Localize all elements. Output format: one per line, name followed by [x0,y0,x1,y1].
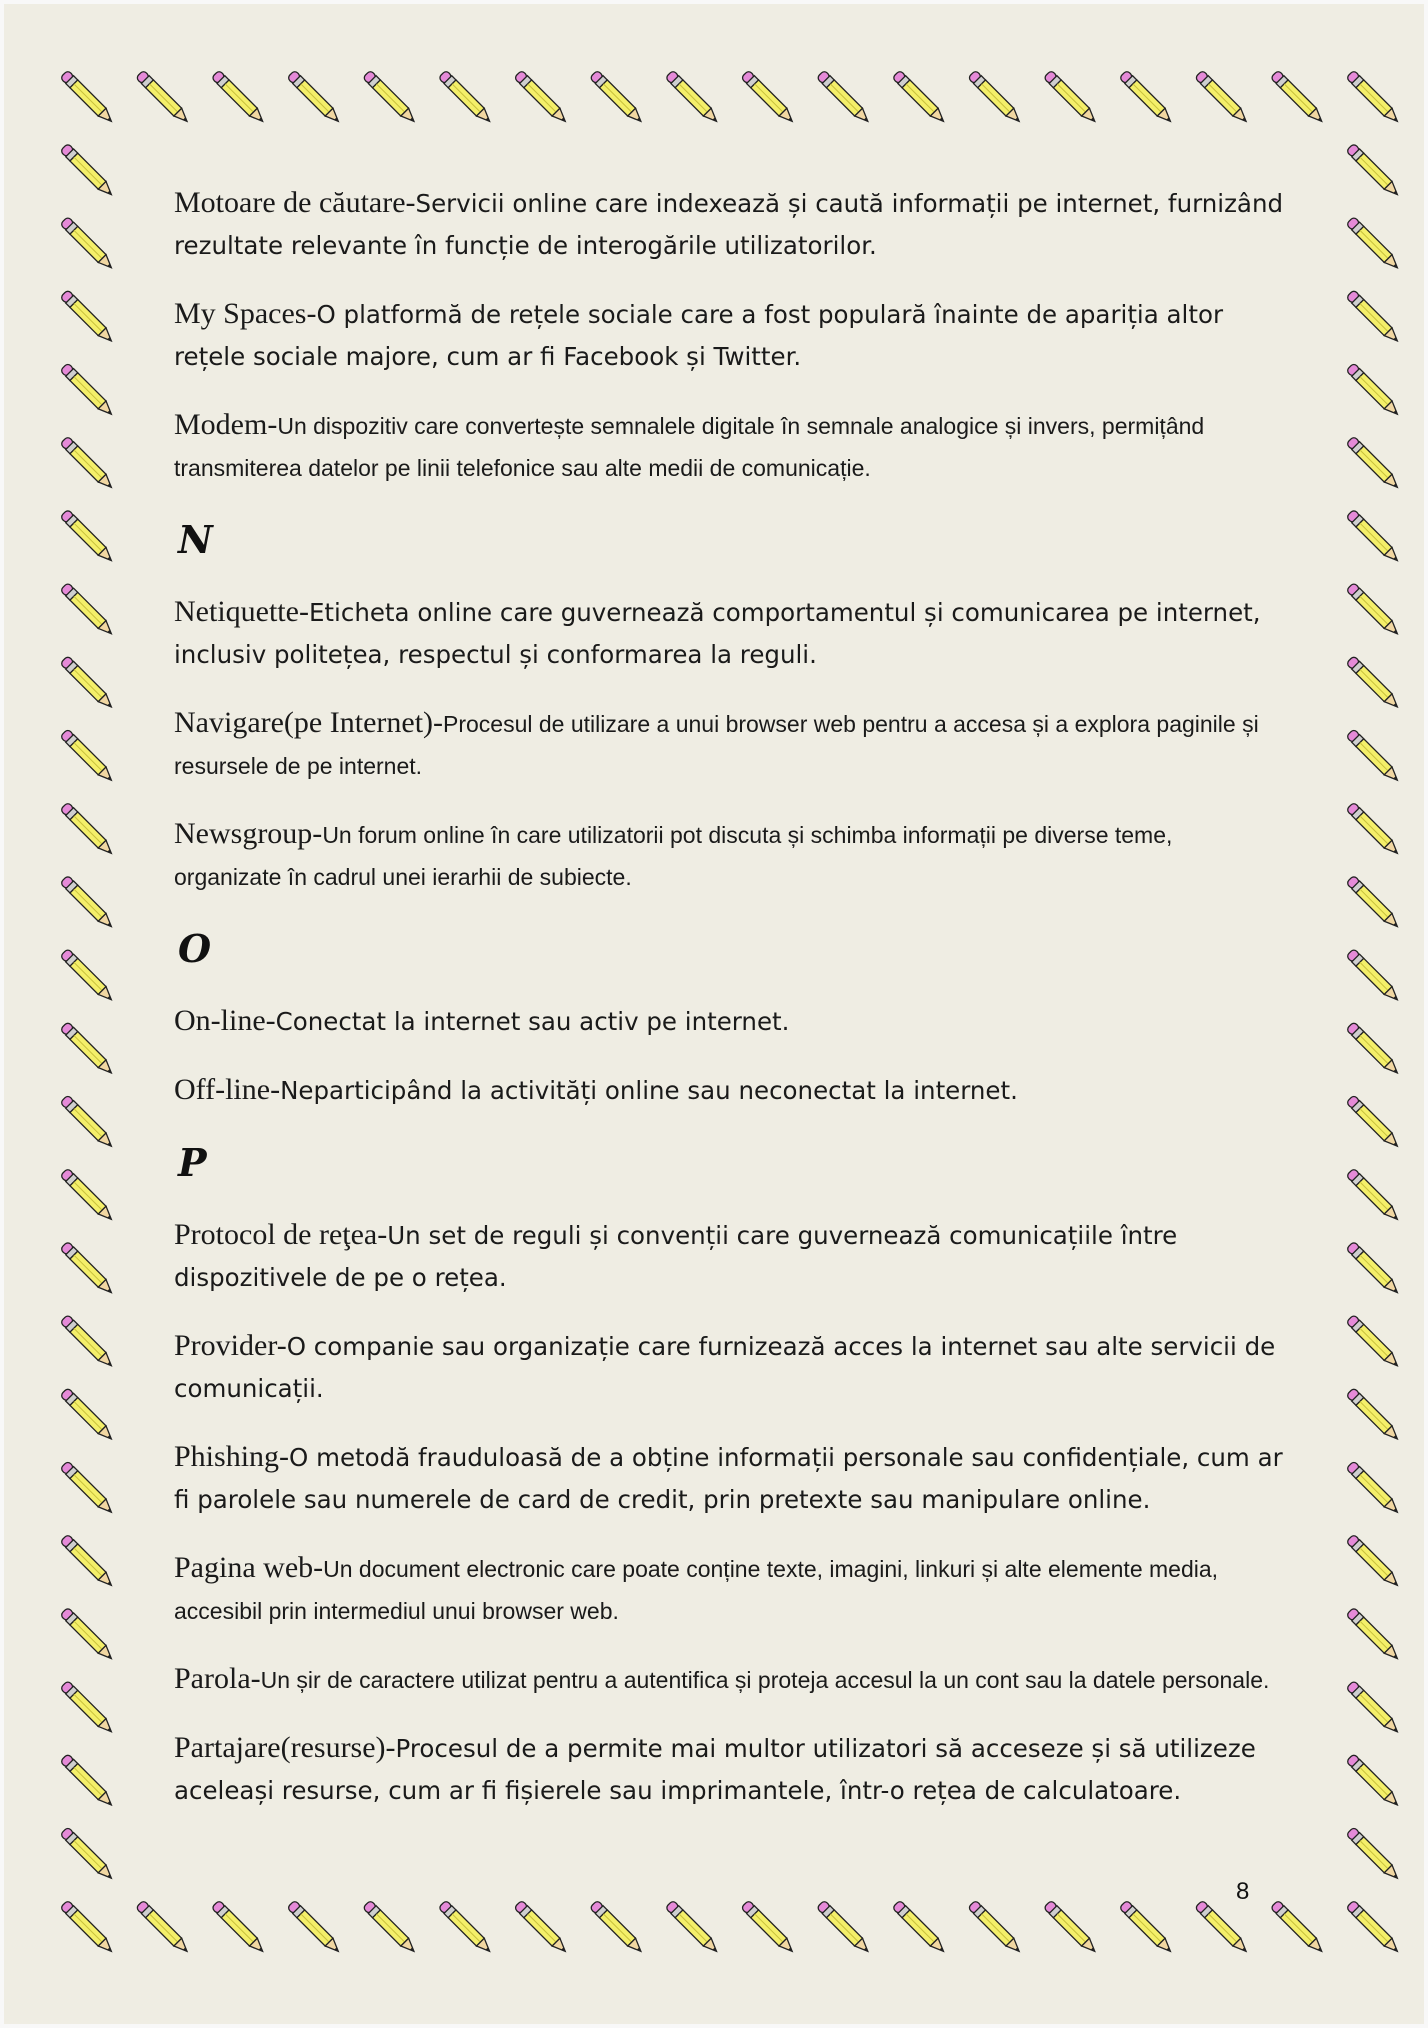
glossary-entry [174,1071,1284,1114]
pencil-icon [1346,509,1402,565]
pencil-icon [60,290,116,346]
pencil-icon [514,70,570,126]
entry-term: Motoare de căutare- [174,186,416,219]
glossary-content [174,184,1284,1840]
pencil-icon [817,70,873,126]
pencil-icon [1043,1900,1099,1956]
entry-definition: Conectat la internet sau activ pe internet. [275,1007,790,1036]
pencil-icon [1346,1827,1402,1883]
pencil-icon [1346,70,1402,126]
pencil-icon [817,1900,873,1956]
pencil-icon [60,1534,116,1590]
pencil-icon [1119,1900,1175,1956]
entry-term: Protocol de reţea- [174,1218,388,1251]
pencil-icon [892,1900,948,1956]
entry-definition: Neparticipând la activități online sau neconectat la internet. [280,1076,1018,1105]
pencil-icon [60,1461,116,1517]
pencil-icon [1270,1900,1326,1956]
pencil-icon [60,216,116,272]
entry-term: Phishing- [174,1440,290,1473]
pencil-icon [968,1900,1024,1956]
pencil-icon [60,70,116,126]
entry-definition: Un document electronic care poate conține texte, imagini, linkuri și alte elemente media, accesibil prin intermediul unui browser web. [174,1556,1219,1624]
pencil-icon [741,70,797,126]
pencil-icon [1346,1680,1402,1736]
document-page [4,4,1424,2024]
pencil-icon [60,656,116,712]
pencil-icon [60,802,116,858]
pencil-icon [741,1900,797,1956]
pencil-icon [60,948,116,1004]
pencil-icon [514,1900,570,1956]
pencil-icon [1346,290,1402,346]
pencil-icon [1346,948,1402,1004]
pencil-icon [60,1900,116,1956]
pencil-icon [968,70,1024,126]
entry-definition: Eticheta online care guvernează comportamentul și comunicarea pe internet, inclusiv politețea, respectul și conformarea la reguli. [174,598,1261,669]
entry-definition: Un set de reguli și convenții care guvernează comunicațiile între dispozitivele de pe o rețea. [174,1221,1178,1292]
pencil-icon [1270,70,1326,126]
glossary-entry [174,1660,1284,1703]
entry-definition: Servicii online care indexează și caută informații pe internet, furnizând rezultate relevante în funcție de interogările utilizatorilor. [174,189,1284,260]
glossary-entry [174,184,1284,269]
entry-definition: Un șir de caractere utilizat pentru a autentifica și proteja accesul la un cont sau la datele personale. [260,1667,1270,1693]
glossary-entry [174,295,1284,380]
glossary-entry [174,704,1284,789]
pencil-icon [1346,143,1402,199]
pencil-icon [287,1900,343,1956]
pencil-icon [1346,1607,1402,1663]
pencil-icon [590,1900,646,1956]
pencil-icon [1346,729,1402,785]
glossary-entry [174,815,1284,900]
entry-definition: O companie sau organizație care furnizează acces la internet sau alte servicii de comunicații. [174,1332,1276,1403]
pencil-icon [665,70,721,126]
pencil-icon [60,1607,116,1663]
pencil-icon [1346,363,1402,419]
entry-term: Provider- [174,1329,287,1362]
entry-term: My Spaces- [174,297,317,330]
pencil-icon [1346,1534,1402,1590]
section-letter-o: O [178,926,212,971]
section-letter-n: N [178,517,213,562]
pencil-icon [60,143,116,199]
entry-definition: Un forum online în care utilizatorii pot discuta și schimba informații pe diverse teme, organizate în cadrul unei ierarhii de subiecte. [174,822,1173,890]
glossary-entry [174,1729,1284,1814]
pencil-icon [1119,70,1175,126]
pencil-icon [1346,656,1402,712]
pencil-icon [136,1900,192,1956]
entry-definition: Un dispozitiv care convertește semnalele digitale în semnale analogice și invers, permițând transmiterea datelor pe linii telefonice sau alte medii de comunicație. [174,413,1205,481]
page-number: 8 [1236,1878,1250,1905]
pencil-icon [60,582,116,638]
pencil-icon [60,1168,116,1224]
glossary-entry [174,1549,1284,1634]
pencil-icon [60,1314,116,1370]
pencil-icon [1346,1754,1402,1810]
glossary-entry [174,1002,1284,1045]
pencil-icon [60,363,116,419]
pencil-icon [1346,1900,1402,1956]
glossary-entry [174,1216,1284,1301]
entry-term: Modem- [174,408,278,441]
entry-term: Pagina web- [174,1551,324,1584]
pencil-icon [1346,875,1402,931]
entry-term: Newsgroup- [174,817,323,850]
pencil-icon [60,1388,116,1444]
pencil-icon [1346,1095,1402,1151]
pencil-icon [60,729,116,785]
pencil-icon [60,1095,116,1151]
pencil-icon [60,875,116,931]
entry-term: On-line- [174,1004,276,1037]
pencil-icon [1346,436,1402,492]
glossary-entry [174,1438,1284,1523]
pencil-icon [1346,802,1402,858]
pencil-icon [1346,1022,1402,1078]
entry-definition: O metodă frauduloasă de a obține informații personale sau confidențiale, cum ar fi parolele sau numerele de card de credit, prin pretexte sau manipulare online. [174,1443,1283,1514]
pencil-icon [665,1900,721,1956]
pencil-icon [438,70,494,126]
glossary-entry [174,406,1284,491]
pencil-icon [363,1900,419,1956]
pencil-icon [1346,1388,1402,1444]
section-letter-p: P [178,1140,207,1185]
entry-term: Partajare(resurse)- [174,1731,396,1764]
pencil-icon [1346,216,1402,272]
entry-term: Netiquette- [174,595,309,628]
pencil-icon [287,70,343,126]
pencil-icon [892,70,948,126]
entry-definition: O platformă de rețele sociale care a fost populară înainte de apariția altor rețele sociale majore, cum ar fi Facebook și Twitter. [174,300,1224,371]
pencil-icon [1346,1168,1402,1224]
pencil-icon [1346,582,1402,638]
glossary-entry [174,1327,1284,1412]
pencil-icon [1346,1241,1402,1297]
pencil-icon [211,70,267,126]
pencil-icon [1346,1314,1402,1370]
pencil-icon [438,1900,494,1956]
pencil-icon [211,1900,267,1956]
pencil-icon [1043,70,1099,126]
entry-term: Off-line- [174,1073,281,1106]
pencil-icon [363,70,419,126]
pencil-icon [1195,70,1251,126]
pencil-icon [60,509,116,565]
pencil-icon [136,70,192,126]
entry-term: Navigare(pe Internet)- [174,706,444,739]
pencil-icon [60,1754,116,1810]
pencil-icon [60,1022,116,1078]
entry-definition: Procesul de utilizare a unui browser web pentru a accesa și a explora paginile și resursele de pe internet. [174,711,1259,779]
pencil-icon [1346,1461,1402,1517]
pencil-icon [60,1680,116,1736]
pencil-icon [60,436,116,492]
pencil-icon [1195,1900,1251,1956]
entry-term: Parola- [174,1662,261,1695]
pencil-icon [590,70,646,126]
pencil-icon [60,1241,116,1297]
glossary-entry [174,593,1284,678]
entry-definition: Procesul de a permite mai multor utilizatori să acceseze și să utilizeze aceleași resurse, cum ar fi fișierele sau imprimantele, într-o rețea de calculatoare. [174,1734,1256,1805]
pencil-icon [60,1827,116,1883]
